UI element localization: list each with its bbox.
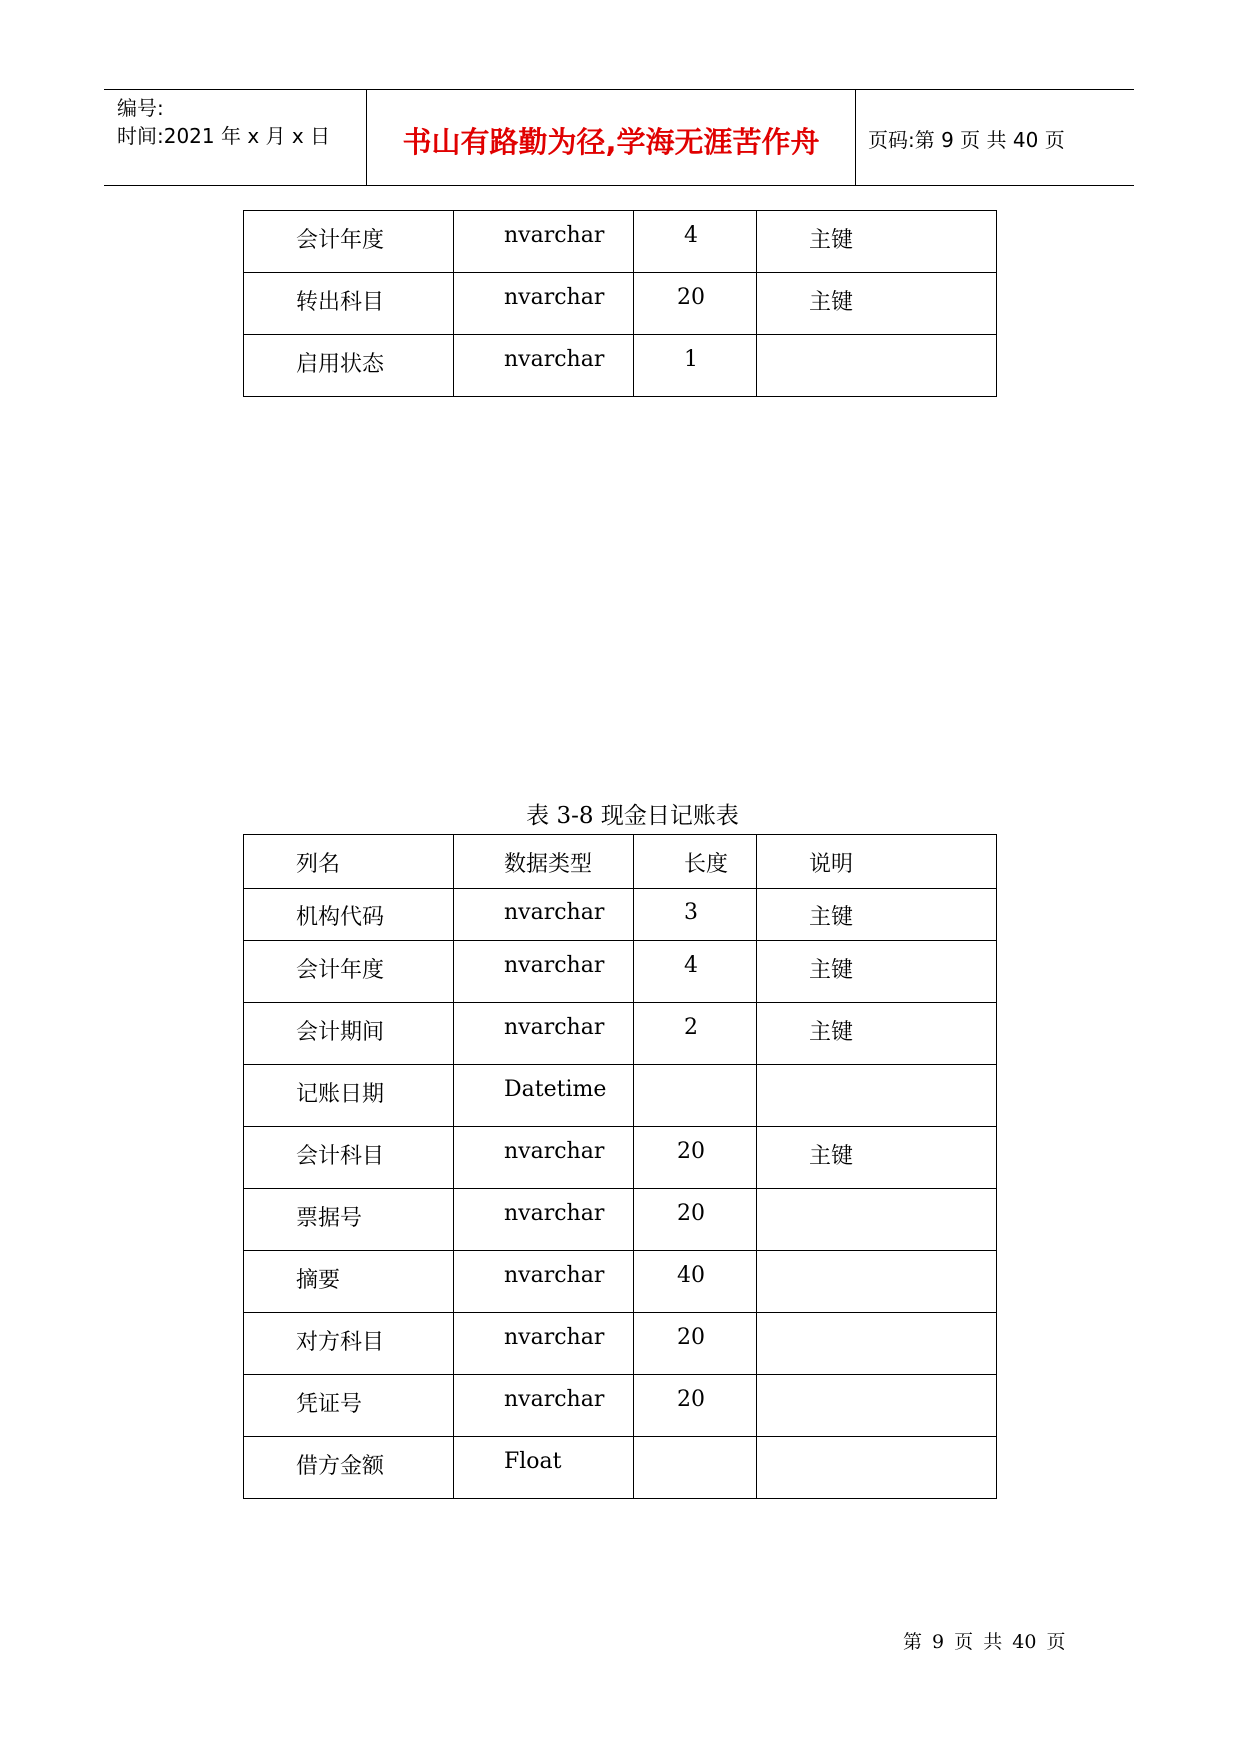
header-meta [104, 90, 366, 185]
cell-column-name: 会计年度 [244, 211, 454, 273]
header-data-type: 数据类型 [454, 835, 634, 889]
cell-column-name: 对方科目 [244, 1313, 454, 1375]
cell-data-type: nvarchar [454, 1251, 634, 1313]
table-header-row [244, 835, 997, 889]
cell-note [757, 1313, 997, 1375]
cell-column-name: 会计年度 [244, 941, 454, 1003]
table-row [244, 1251, 997, 1313]
table-row [244, 1437, 997, 1499]
cell-length [634, 1437, 757, 1499]
header-length: 长度 [634, 835, 757, 889]
page-info: 页码:第 9 页 共 40 页 [868, 128, 1065, 152]
cell-column-name: 摘要 [244, 1251, 454, 1313]
header-column-name: 列名 [244, 835, 454, 889]
table-row [244, 335, 997, 397]
cell-length: 20 [634, 1313, 757, 1375]
cell-note: 主键 [757, 211, 997, 273]
cell-column-name: 启用状态 [244, 335, 454, 397]
cell-length: 4 [634, 211, 757, 273]
cell-note: 主键 [757, 1003, 997, 1065]
cell-column-name: 机构代码 [244, 889, 454, 941]
cell-column-name: 借方金额 [244, 1437, 454, 1499]
cell-data-type: nvarchar [454, 273, 634, 335]
header-motto-cell [366, 90, 856, 185]
table-row [244, 1375, 997, 1437]
cell-length: 3 [634, 889, 757, 941]
cell-note [757, 1251, 997, 1313]
cell-data-type: nvarchar [454, 941, 634, 1003]
cell-column-name: 记账日期 [244, 1065, 454, 1127]
cell-length: 20 [634, 1127, 757, 1189]
cell-length: 2 [634, 1003, 757, 1065]
table-top-continued [243, 210, 997, 397]
cell-data-type: nvarchar [454, 1313, 634, 1375]
motto-text: 书山有路勤为径,学海无涯苦作舟 [402, 125, 820, 159]
table-row [244, 1313, 997, 1375]
cell-data-type: nvarchar [454, 1003, 634, 1065]
table-row [244, 1003, 997, 1065]
cell-data-type: nvarchar [454, 1127, 634, 1189]
cell-column-name: 会计科目 [244, 1127, 454, 1189]
cell-note [757, 1189, 997, 1251]
cell-column-name: 票据号 [244, 1189, 454, 1251]
cell-column-name: 转出科目 [244, 273, 454, 335]
cell-note: 主键 [757, 889, 997, 941]
cell-column-name: 会计期间 [244, 1003, 454, 1065]
table-row [244, 1189, 997, 1251]
table-row [244, 889, 997, 941]
cell-length: 20 [634, 273, 757, 335]
cell-note: 主键 [757, 273, 997, 335]
table-caption-text: 表 3-8 现金日记账表 [526, 803, 739, 829]
cell-data-type: nvarchar [454, 335, 634, 397]
cell-data-type: nvarchar [454, 1375, 634, 1437]
cell-note [757, 1375, 997, 1437]
table-row [244, 273, 997, 335]
cell-length: 40 [634, 1251, 757, 1313]
time-label: 时间:2021 年 x 月 x 日 [117, 124, 331, 148]
table-row [244, 1127, 997, 1189]
table-caption [0, 797, 1241, 830]
cell-note: 主键 [757, 1127, 997, 1189]
cell-note [757, 335, 997, 397]
cell-data-type: nvarchar [454, 889, 634, 941]
serial-label: 编号: [117, 96, 164, 120]
cell-data-type: Float [454, 1437, 634, 1499]
table-row [244, 941, 997, 1003]
cell-note [757, 1437, 997, 1499]
cell-data-type: nvarchar [454, 211, 634, 273]
cash-journal-table [243, 834, 997, 1499]
cell-length: 20 [634, 1375, 757, 1437]
cell-column-name: 凭证号 [244, 1375, 454, 1437]
cell-length: 20 [634, 1189, 757, 1251]
cell-data-type: Datetime [454, 1065, 634, 1127]
cell-length [634, 1065, 757, 1127]
cell-note: 主键 [757, 941, 997, 1003]
page-footer: 第 9 页 共 40 页 [903, 1631, 1066, 1653]
table-row [244, 211, 997, 273]
table-row [244, 1065, 997, 1127]
page-header [104, 89, 1134, 186]
cell-length: 1 [634, 335, 757, 397]
cell-length: 4 [634, 941, 757, 1003]
cell-note [757, 1065, 997, 1127]
header-page-cell [856, 90, 1134, 185]
cell-data-type: nvarchar [454, 1189, 634, 1251]
header-note: 说明 [757, 835, 997, 889]
